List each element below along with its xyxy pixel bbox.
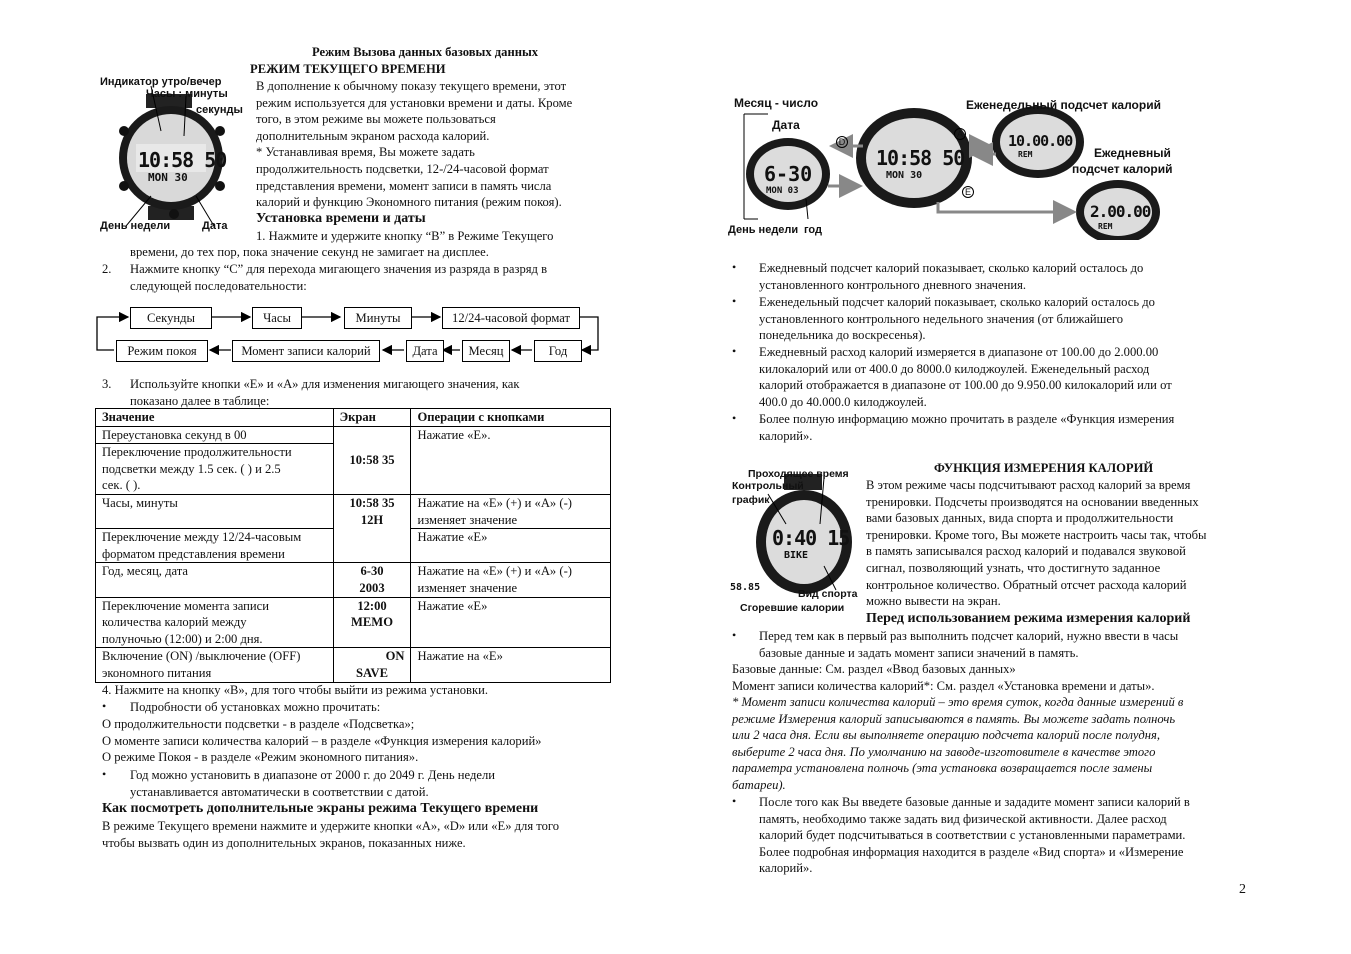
cell-operations: Нажатие «E» <box>411 597 611 648</box>
note-line: * Момент записи количества калорий – это время суток, когда данные измерений в <box>732 695 1184 709</box>
bullet-line: понедельника до воскресенья). <box>759 328 926 343</box>
year-line: Год можно установить в диапазоне от 2000 г. до 2049 г. День недели <box>130 768 495 782</box>
intro-line: дополнительным экраном расхода калорий. <box>256 128 490 143</box>
label-month-day: Месяц - число <box>734 96 819 110</box>
cell-line: 12H <box>360 512 384 527</box>
lcd-time-weekday: MON 30 <box>886 170 923 181</box>
cell-screen <box>333 597 411 648</box>
flow-calorie-moment: Момент записи калорий <box>232 340 380 362</box>
cell-operations: Нажатие «E». <box>411 426 611 494</box>
cell-line: MEMO <box>351 615 393 630</box>
cell-screen <box>333 563 411 597</box>
bullet-line: базовые данные и задать момент записи значений в память. <box>759 645 1079 660</box>
lcd-sport: BIKE <box>784 550 809 561</box>
step1-line1: 1. Нажмите и удержите кнопку “B” в Режиме Текущего <box>256 229 554 243</box>
bullet-line: 400.0 до 40.000.0 килоджоулей. <box>759 394 927 409</box>
cell-line: сек. ( ). <box>102 478 141 493</box>
flow-minutes: Минуты <box>344 307 412 329</box>
label-weekly-calories: Еженедельный подсчет калорий <box>966 98 1161 112</box>
intro-line: * Устанавливая время, Вы можете задать <box>256 145 475 160</box>
intro-line: режим используется для установки времени и даты. Кроме <box>256 95 573 110</box>
cell-line: Переключение продолжительности <box>102 445 292 460</box>
label-hours-minutes: Часы : минуты <box>146 88 228 100</box>
table-row <box>96 563 611 597</box>
lcd-date: 6-30 <box>764 162 813 186</box>
bullet-weekly <box>759 294 1155 344</box>
intro-line: контрольное количество. Обратный отсчет расхода калорий <box>866 577 1187 592</box>
step3-text <box>130 376 520 409</box>
cell-value <box>96 444 334 495</box>
note-line: или 2 часа дня. Если вы выполняете операцию подсчета калорий после полудня, <box>732 728 1161 743</box>
label-control-2: график <box>732 494 770 506</box>
bullet-icon: • <box>102 767 107 781</box>
flow-date: Дата <box>406 340 444 362</box>
running-header: Режим Вызова данных базовых данных <box>312 45 539 59</box>
intro-line: тренировки. Кроме того, Вы можете настроить часы так, чтобы <box>866 527 1207 542</box>
flow-year: Год <box>534 340 582 362</box>
cell-screen <box>333 494 411 562</box>
cell-line: 12:00 <box>357 598 387 613</box>
cell-line: изменяет значение <box>417 580 518 595</box>
step2-line: следующей последовательности: <box>130 278 307 293</box>
header-screen: Экран <box>333 409 411 427</box>
cell-line: ON <box>385 649 405 664</box>
step2-line: Нажмите кнопку “C” для перехода мигающего значения из разряда в разряд в <box>130 262 548 276</box>
intro-line: того, в этом режиме вы можете пользоваться <box>256 112 496 127</box>
lcd-weekly-value: 10.00.00 <box>1008 132 1073 150</box>
cell-value: Переустановка секунд в 00 <box>96 426 334 444</box>
cell-line: Переключение момента записи <box>102 598 269 613</box>
cell-value <box>96 648 334 682</box>
bullet-icon: • <box>732 794 737 808</box>
cell-line: Нажатие на «E» (+) и «A» (-) <box>417 564 572 579</box>
flow-rest-mode: Режим покоя <box>116 340 208 362</box>
base-data-line: Базовые данные: См. раздел «Ввод базовых данных» <box>732 662 1016 676</box>
label-date: Дата <box>772 118 800 132</box>
bullet-line: После того как Вы введете базовые данные и зададите момент записи калорий в <box>759 795 1190 809</box>
extra-line: В режиме Текущего времени нажмите и удержите кнопки «A», «D» или «E» для того <box>102 819 560 833</box>
intro-line: калорий и функцию Экономного питания (режим покоя). <box>256 195 562 210</box>
label-am-pm: Индикатор утро/вечер <box>100 76 222 88</box>
table-row <box>96 426 611 444</box>
calorie-intro <box>866 477 1207 610</box>
moment-line: Момент записи количества калорий*: См. раздел «Установка времени и даты». <box>732 679 1155 693</box>
lcd-elapsed: 0:40 15 <box>772 526 850 550</box>
step2-text <box>130 261 547 294</box>
bullet-line: калорий». <box>759 861 813 876</box>
label-year: год <box>804 224 822 236</box>
intro-line: В этом режиме часы подсчитывают расход калорий за время <box>866 478 1191 492</box>
bullet-line: память, необходимо также задать вид физической активности. Далее расход <box>759 811 1167 826</box>
note-paragraph <box>732 694 1183 794</box>
cell-value <box>96 529 334 563</box>
details-line: О моменте записи количества калорий – в разделе «Функция измерения калорий» <box>102 733 542 748</box>
year-line: устанавливается автоматически в соответствии с датой. <box>130 784 429 799</box>
intro-line: продолжительность подсветки, 12-/24-часовой формат <box>256 161 549 176</box>
intro-line: представления времени, момент записи в память числа <box>256 178 552 193</box>
intro-line: В дополнение к обычному показу текущего времени, этот <box>256 79 567 93</box>
flow-format: 12/24-часовой формат <box>442 307 580 329</box>
header-operations: Операции с кнопками <box>411 409 611 427</box>
cell-line: Переключение между 12/24-часовым <box>102 530 302 545</box>
details-line: О продолжительности подсветки - в разделе «Подсветка»; <box>102 717 415 731</box>
cell-line: SAVE <box>356 665 388 680</box>
step4: 4. Нажмите на кнопку «B», для того чтобы выйти из режима установки. <box>102 683 489 697</box>
intro-line: сигнал, позволяющий узнать, что достигнуто заданное <box>866 560 1161 575</box>
cell-line: 2003 <box>359 580 385 595</box>
cell-line: изменяет значение <box>417 512 518 527</box>
label-date: Дата <box>202 220 228 232</box>
subheading-set-time: Установка времени и даты <box>256 211 426 226</box>
lcd-calories: 58.85 <box>730 582 761 593</box>
note-line: параметра установлена полночь (эта установка возвращается после замены <box>732 761 1153 776</box>
table-row <box>96 494 611 528</box>
intro-line: тренировки. Подсчеты производятся на основании введенных <box>866 494 1199 509</box>
extra-screens-figure <box>728 94 1173 240</box>
cell-line: 6-30 <box>360 564 384 579</box>
extra-screens-text <box>102 818 559 851</box>
bullet-line: установленного контрольного дневного значения. <box>759 277 1027 292</box>
note-line: режиме Измерения калорий записываются в память. Вы можете задать полночь <box>732 711 1176 726</box>
note-line: выберите 2 часа дня. По умолчанию на заводе-изготовителе в качестве этого <box>732 744 1156 759</box>
cell-screen: 10:58 35 <box>333 426 411 494</box>
intro-line: вами базовых данных, вида спорта и продолжительности <box>866 511 1174 526</box>
label-daily-2: подсчет калорий <box>1072 162 1173 176</box>
table-row <box>96 597 611 648</box>
table-row <box>96 648 611 682</box>
bullet-line: установленного контрольного недельного значения (от ближайшего <box>759 311 1124 326</box>
extra-line: чтобы вызвать один из дополнительных экранов, показанных ниже. <box>102 835 466 850</box>
section-title-calories: ФУНКЦИЯ ИЗМЕРЕНИЯ КАЛОРИЙ <box>934 461 1154 475</box>
lcd-time: 10:58 50 <box>876 146 965 170</box>
step2-number: 2. <box>102 262 112 276</box>
bullet-range <box>759 344 1172 410</box>
after-bullet <box>759 794 1190 877</box>
lcd-daily-value: 2.00.00 <box>1090 202 1151 221</box>
bullet-line: Перед тем как в первый раз выполнить подсчет калорий, нужно ввести в часы <box>759 629 1179 643</box>
cell-line: Включение (ON) /выключение (OFF) <box>102 649 301 664</box>
bullet-line: Еженедельный подсчет калорий показывает, сколько калорий осталось до <box>759 295 1155 309</box>
intro-line: можно вывести на экран. <box>866 594 1001 609</box>
bullet-icon: • <box>732 344 737 358</box>
button-e-icon: E <box>962 186 974 198</box>
lcd-daily-rem: REM <box>1098 222 1113 231</box>
bullet-more-info <box>759 411 1174 444</box>
section-title-current-time: РЕЖИМ ТЕКУЩЕГО ВРЕМЕНИ <box>250 62 446 76</box>
label-weekday: День недели <box>100 220 171 232</box>
cell-value: Часы, минуты <box>96 494 334 528</box>
label-control-1: Контрольный <box>732 480 804 492</box>
bullet-line: килокалорий или от 400.0 до 8000.0 килоджоулей. Еженедельный расход <box>759 361 1150 376</box>
intro-paragraph <box>256 78 572 211</box>
bullet-daily <box>759 260 1143 293</box>
bullet-icon: • <box>102 699 107 713</box>
bullet-line: калорий». <box>759 428 813 443</box>
bullet-line: Ежедневный подсчет калорий показывает, сколько калорий осталось до <box>759 261 1144 275</box>
label-elapsed-time: Проходящее время <box>748 468 849 480</box>
label-sport: Вид спорта <box>798 588 858 600</box>
table-header-row <box>96 409 611 427</box>
cell-line: 10:58 35 <box>349 495 395 510</box>
step3-line: показано далее в таблице: <box>130 393 270 408</box>
before-bullet <box>759 628 1178 661</box>
bullet-icon: • <box>732 628 737 642</box>
bullet-line: калорий отображается в диапазоне от 100.00 до 9.950.00 килокалорий или от <box>759 378 1172 393</box>
bullet-icon: • <box>732 294 737 308</box>
details-bullet: Подробности об установках можно прочитать: <box>130 700 381 714</box>
button-a-icon: A <box>954 128 966 140</box>
cell-line: форматом представления времени <box>102 546 285 561</box>
cell-operations <box>411 563 611 597</box>
cell-line: подсветки между 1.5 сек. ( ) и 2.5 <box>102 461 281 476</box>
label-daily-1: Ежедневный <box>1094 146 1171 160</box>
lcd-date-weekday: MON 03 <box>766 186 799 196</box>
cell-value: Год, месяц, дата <box>96 563 334 597</box>
page-number: 2 <box>1239 882 1246 897</box>
details-line: О режиме Покоя - в разделе «Режим экономного питания». <box>102 750 419 765</box>
cell-value <box>96 597 334 648</box>
bullet-line: Более полную информацию можно прочитать в разделе «Функция измерения <box>759 412 1175 426</box>
label-weekday: День недели <box>728 224 799 236</box>
flow-month: Месяц <box>462 340 510 362</box>
button-d-icon: D <box>836 136 848 148</box>
step3-line: Используйте кнопки «E» и «A» для изменения мигающего значения, как <box>130 377 520 391</box>
flow-seconds: Секунды <box>130 307 212 329</box>
subheading-before-use: Перед использованием режима измерения калорий <box>866 611 1191 626</box>
watch-figure-current-time <box>96 76 246 236</box>
cell-line: экономного питания <box>102 665 212 680</box>
bullet-icon: • <box>732 411 737 425</box>
heading-extra-screens: Как посмотреть дополнительные экраны режима Текущего времени <box>102 801 539 816</box>
step1-line2: времени, до тех пор, пока значение секунд не замигает на дисплее. <box>130 245 489 259</box>
cell-operations: Нажатие на «E» <box>411 648 611 682</box>
lcd-weekday: MON 30 <box>148 171 188 184</box>
year-bullet <box>130 767 495 800</box>
cell-line: количества калорий между <box>102 615 247 630</box>
cell-line: полуночью (12:00) и 2:00 дня. <box>102 631 263 646</box>
label-burned-calories: Сгоревшие калории <box>740 602 845 614</box>
calorie-watch-figure <box>728 466 862 618</box>
cell-operations: Нажатие «E» <box>411 529 611 563</box>
lcd-weekly-rem: REM <box>1018 150 1033 159</box>
bullet-line: Ежедневный расход калорий измеряется в диапазоне от 100.00 до 2.000.00 <box>759 345 1159 359</box>
cell-screen <box>333 648 411 682</box>
cell-line: Нажатие на «E» (+) и «A» (-) <box>417 495 572 510</box>
note-line: батареи). <box>732 777 786 792</box>
intro-line: в память записывался расход калорий и подавался звуковой <box>866 544 1186 559</box>
step3-number: 3. <box>102 377 112 391</box>
bullet-icon: • <box>732 260 737 274</box>
details-list <box>102 716 541 766</box>
settings-table <box>95 408 611 683</box>
lcd-time: 10:58 50 <box>138 148 227 172</box>
bullet-line: калорий будет подсчитываться в соответствии с установленными параметрами. <box>759 828 1186 843</box>
label-seconds: секунды <box>196 104 243 116</box>
header-value: Значение <box>96 409 334 427</box>
flow-hours: Часы <box>252 307 302 329</box>
bullet-line: Более подробная информация находится в разделе «Вид спорта» и «Измерение <box>759 844 1184 859</box>
cell-operations <box>411 494 611 528</box>
